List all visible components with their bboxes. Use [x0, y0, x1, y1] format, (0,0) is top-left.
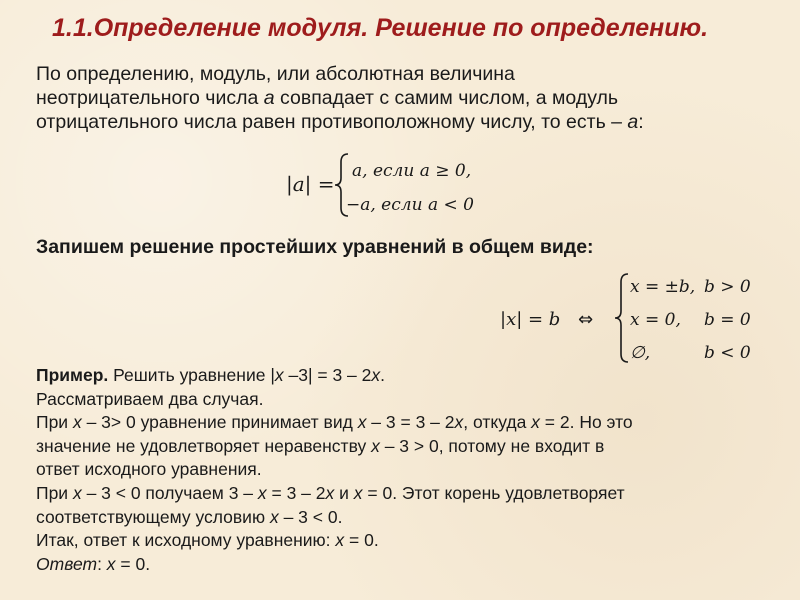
variable-x: x [454, 412, 464, 433]
example-line-8 [36, 529, 786, 553]
formula-case-2: −a, если a < 0 [346, 195, 474, 215]
text-segment: – 3 < 0. [278, 506, 343, 527]
definition-line-3 [36, 110, 776, 134]
text-segment: Итак, ответ к исходному уравнению: [36, 530, 336, 551]
variable-x: x [531, 412, 540, 433]
text-segment: При [36, 412, 73, 433]
example-task-line [36, 364, 786, 388]
variable-x: x [371, 365, 381, 385]
definition-line-2 [36, 86, 776, 110]
text-segment: При [36, 482, 73, 503]
definition-text [36, 62, 776, 134]
variable-x: x [274, 365, 284, 385]
example-line-2: Рассматриваем два случая. [36, 388, 264, 409]
example-line-7 [36, 506, 786, 530]
text-segment: –3| = 3 – 2 [283, 365, 372, 385]
example-answer-line [36, 553, 786, 577]
modulus-definition-formula [286, 150, 506, 220]
text-segment: – 3> 0 уравнение принимает вид [81, 412, 358, 433]
variable-x: x [371, 435, 380, 456]
variable-x: x [72, 482, 82, 503]
variable-x: x [325, 482, 335, 503]
text-segment: отрицательного числа равен противоположному числу, то есть – [36, 111, 628, 133]
text-segment: совпадает с самим числом, а модуль [274, 87, 619, 109]
text-segment: и [334, 482, 354, 503]
example-line-6 [36, 482, 786, 506]
text-segment: – 3 > 0, потому не входит в [379, 435, 605, 456]
text-segment: : [638, 111, 644, 133]
variable-x: x [357, 412, 367, 433]
formula-lhs: |x| = b [500, 309, 561, 330]
text-segment: = 2. Но это [539, 412, 633, 433]
example-line-5: ответ исходного уравнения. [36, 459, 262, 480]
case-2-condition: b = 0 [704, 310, 751, 330]
text-segment: = 3 – 2 [266, 482, 326, 503]
text-segment: = 0. Этот корень удовлетворяет [362, 482, 625, 503]
text-segment: . [380, 365, 385, 385]
section-heading: Запишем решение простейших уравнений в общем виде: [36, 236, 594, 258]
example-label: Пример. [36, 365, 109, 385]
text-segment: – 3 < 0 получаем 3 – [81, 482, 258, 503]
example-line-3 [36, 411, 786, 435]
definition-line-1: По определению, модуль, или абсолютная величина [36, 63, 515, 85]
variable-a: a [627, 111, 639, 133]
text-segment: значение не удовлетворяет неравенству [36, 435, 372, 456]
variable-x: x [257, 482, 267, 503]
text-segment: соответствующему условию [36, 506, 270, 527]
variable-a: a [263, 87, 275, 109]
variable-x: x [72, 412, 82, 433]
left-brace [615, 274, 628, 362]
text-segment: = 0. [115, 553, 151, 574]
case-3-condition: b < 0 [704, 343, 751, 363]
slide-title: 1.1.Определение модуля. Решение по определению. [52, 14, 709, 42]
case-1-condition: b > 0 [704, 277, 751, 297]
case-2-solution: x = 0, [630, 310, 681, 330]
text-segment: – 3 = 3 – 2 [366, 412, 455, 433]
variable-x: x [269, 506, 279, 527]
formula-lhs: |a| = [286, 172, 335, 196]
general-solution-formula [500, 270, 770, 366]
example-block [36, 364, 786, 576]
text-segment: : [97, 553, 107, 574]
case-1-solution: x = ±b, [630, 277, 696, 297]
case-3-solution: ∅, [630, 343, 651, 363]
text-segment: неотрицательного числа [36, 87, 264, 109]
variable-x: x [353, 482, 363, 503]
example-line-4 [36, 435, 786, 459]
text-segment: , откуда [463, 412, 532, 433]
text-segment: Решить уравнение | [108, 365, 275, 385]
text-segment: = 0. [344, 530, 379, 551]
variable-x: x [106, 553, 116, 574]
equivalence-arrow: ⇔ [578, 309, 594, 330]
formula-case-1: a, если a ≥ 0, [352, 161, 472, 181]
answer-label: Ответ [36, 553, 98, 574]
variable-x: x [335, 530, 345, 551]
